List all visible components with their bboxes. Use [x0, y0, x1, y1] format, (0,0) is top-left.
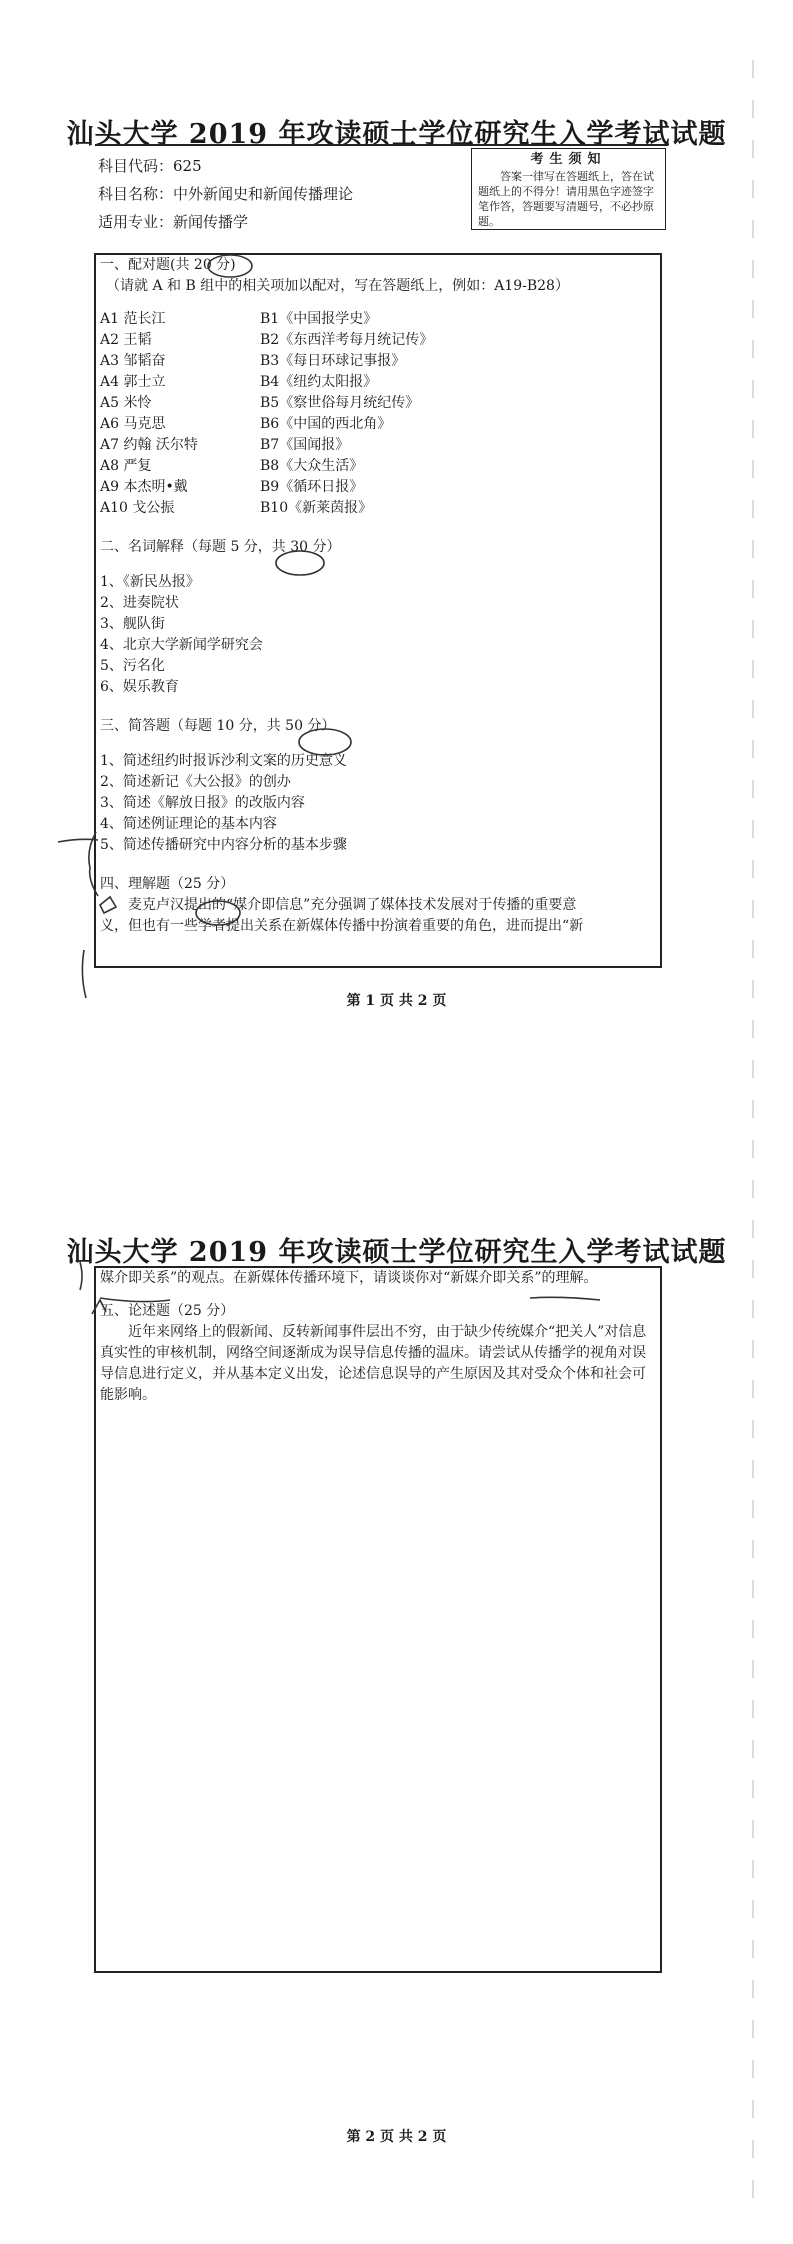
notice-title: 考生须知: [530, 152, 607, 167]
section4-heading: 四、理解题（25 分）: [100, 876, 235, 892]
b-item: B4《纽约太阳报》: [260, 374, 378, 390]
b-item: B3《每日环球记事报》: [260, 353, 406, 369]
a-item: A3 邹韬奋: [100, 353, 166, 369]
section1-heading: 一、配对题(共 20 分): [100, 257, 236, 273]
a-item: A2 王韬: [100, 332, 152, 348]
a-item: A5 米怜: [100, 395, 152, 411]
b-item: B10《新莱茵报》: [260, 500, 373, 516]
page1-footer: 第 1 页 共 2 页: [346, 993, 447, 1009]
page2-footer: 第 2 页 共 2 页: [346, 2129, 447, 2145]
b-item: B7《国闻报》: [260, 437, 350, 453]
section5-paragraph: 近年来网络上的假新闻、反转新闻事件层出不穷，由于缺少传统媒介“把关人”对信息真实性的审核机制，网络空间逐渐成为误导信息传播的温床。请尝试从传播学的视角对误导信息进行定义，并从基本定义出发，论述信息误导的产生原因及其对受众个体和社会可能影响。: [100, 1324, 647, 1403]
section2-heading: 二、名词解释（每题 5 分，共 30 分）: [100, 539, 341, 555]
b-item: B5《察世俗每月统纪传》: [260, 395, 420, 411]
b-item: B2《东西洋考每月统记传》: [260, 332, 434, 348]
term-item: 4、北京大学新闻学研究会: [100, 637, 263, 653]
subject-name: 科目名称：中外新闻史和新闻传播理论: [98, 185, 354, 203]
a-item: A7 约翰 沃尔特: [100, 437, 198, 453]
b-item: B1《中国报学史》: [260, 311, 378, 327]
handwritten-marks-page1: [0, 0, 793, 1000]
term-item: 2、进奏院状: [100, 595, 179, 611]
b-item: B6《中国的西北角》: [260, 416, 392, 432]
a-item: A9 本杰明•戴: [100, 479, 188, 495]
term-item: 1、《新民丛报》: [100, 574, 200, 590]
section4-para-line1: 麦克卢汉提出的“媒介即信息”充分强调了媒体技术发展对于传播的重要意: [128, 897, 577, 913]
term-item: 3、舰队街: [100, 616, 165, 632]
section1-instruction: （请就 A 和 B 组中的相关项加以配对，写在答题纸上，例如：A19-B28）: [106, 278, 569, 294]
term-item: 5、污名化: [100, 658, 165, 674]
a-item: A8 严复: [100, 458, 152, 474]
b-item: B9《循环日报》: [260, 479, 364, 495]
a-item: A6 马克思: [100, 416, 166, 432]
subject-code: 科目代码：625: [98, 157, 202, 175]
notice-body: 答案一律写在答题纸上，答在试题纸上的不得分！请用黑色字迹签字笔作答，答题要写清题号，不必抄原题。: [478, 170, 654, 228]
a-item: A10 戈公振: [100, 500, 175, 516]
b-item: B8《大众生活》: [260, 458, 364, 474]
section4-para-line2: 义，但也有一些学者提出关系在新媒体传播中扮演着重要的角色，进而提出“新: [100, 918, 584, 934]
short-answer-item: 2、简述新记《大公报》的创办: [100, 774, 291, 790]
page1-title: 汕头大学 2019 年攻读硕士学位研究生入学考试试题: [66, 119, 727, 150]
section3-heading: 三、简答题（每题 10 分，共 50 分）: [100, 718, 336, 734]
term-item: 6、娱乐教育: [100, 679, 179, 695]
major: 适用专业：新闻传播学: [98, 213, 249, 231]
a-item: A1 范长江: [100, 311, 166, 327]
page2-title: 汕头大学 2019 年攻读硕士学位研究生入学考试试题: [66, 1237, 727, 1268]
short-answer-item: 1、简述纽约时报诉沙利文案的历史意义: [100, 753, 347, 769]
section4-continuation: 媒介即关系”的观点。在新媒体传播环境下，请谈谈你对“新媒介即关系”的理解。: [100, 1270, 598, 1286]
section5-heading: 五、论述题（25 分）: [100, 1303, 235, 1319]
short-answer-item: 4、简述例证理论的基本内容: [100, 816, 277, 832]
short-answer-item: 5、简述传播研究中内容分析的基本步骤: [100, 837, 347, 853]
a-item: A4 郭士立: [100, 374, 166, 390]
short-answer-item: 3、简述《解放日报》的改版内容: [100, 795, 305, 811]
handwritten-marks-page2: [0, 1200, 793, 1320]
